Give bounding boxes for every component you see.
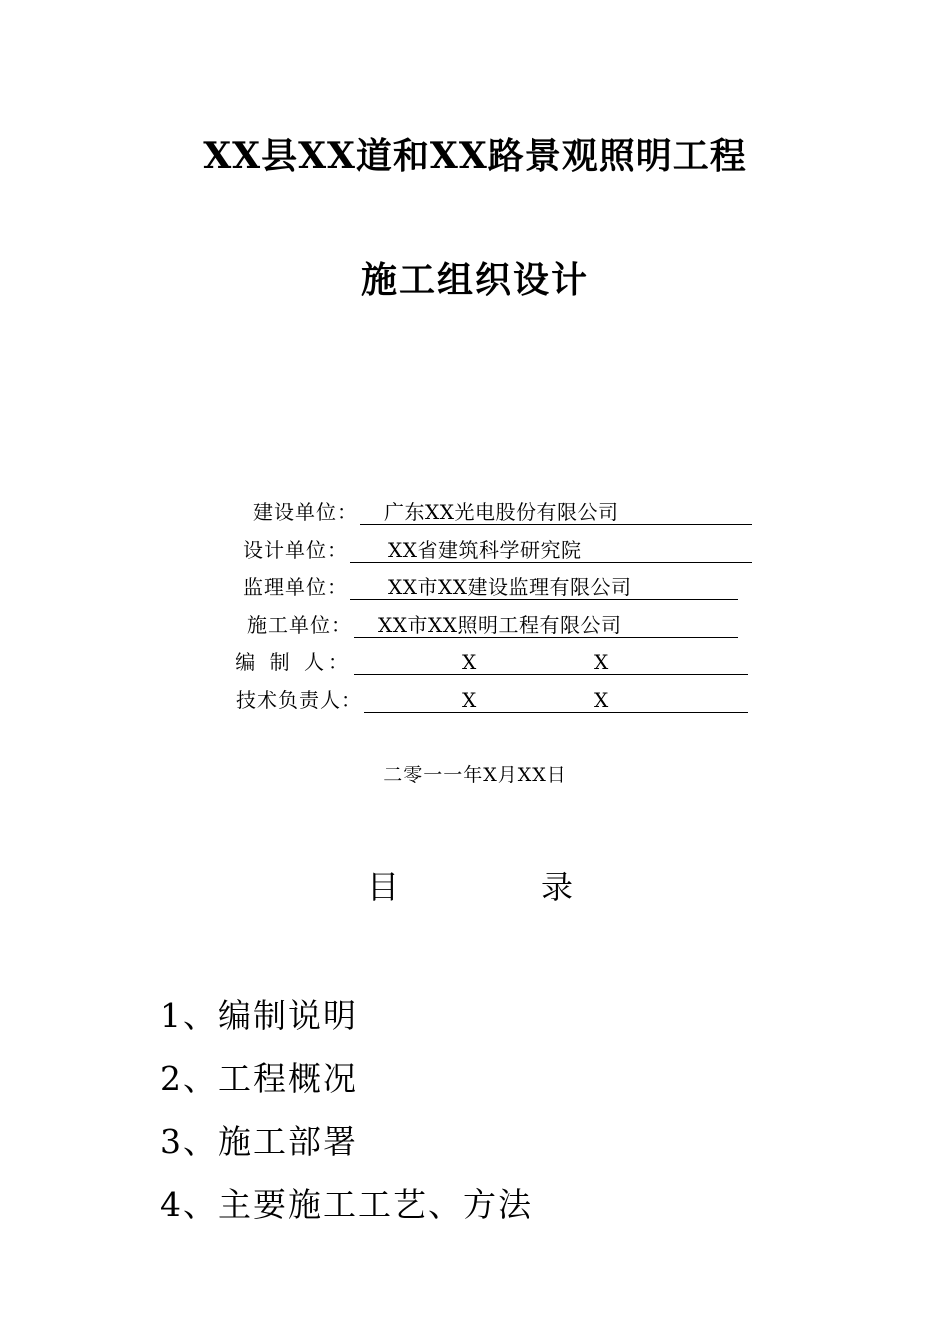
toc-title: 目	[367, 868, 400, 906]
toc-title: 录	[541, 868, 574, 906]
toc-item: 3、施工部署	[160, 1122, 358, 1161]
info-value: 广东XX光电股份有限公司	[384, 500, 619, 524]
info-label: 施工单位：	[247, 613, 352, 637]
info-label: 建设单位：	[253, 500, 358, 524]
info-value: X	[594, 688, 609, 712]
info-value: X	[462, 650, 477, 674]
info-label: 编 制 人：	[235, 650, 352, 674]
info-label: 监理单位：	[243, 575, 348, 599]
document-date: 二零一一年X月XX日	[383, 764, 567, 786]
toc-item: 1、编制说明	[160, 996, 358, 1035]
info-value: X	[594, 650, 609, 674]
info-label: 设计单位：	[243, 538, 348, 562]
underline	[364, 686, 748, 713]
underline	[354, 648, 748, 675]
project-title: XX县XX道和XX路景观照明工程	[203, 135, 747, 177]
document-title: 施工组织设计	[360, 259, 589, 301]
info-row-supervisor	[0, 573, 950, 601]
toc-item: 2、工程概况	[160, 1059, 358, 1098]
info-row-technical-lead	[0, 686, 950, 714]
info-row-designer	[0, 536, 950, 564]
info-row-owner	[0, 498, 950, 526]
info-label: 技术负责人：	[236, 688, 362, 712]
info-value: XX省建筑科学研究院	[388, 538, 582, 562]
info-row-contractor	[0, 611, 950, 639]
info-row-compiler	[0, 648, 950, 676]
info-value: XX市XX建设监理有限公司	[388, 575, 632, 599]
toc-item: 4、主要施工工艺、方法	[160, 1185, 533, 1224]
info-value: X	[462, 688, 477, 712]
info-value: XX市XX照明工程有限公司	[378, 613, 622, 637]
